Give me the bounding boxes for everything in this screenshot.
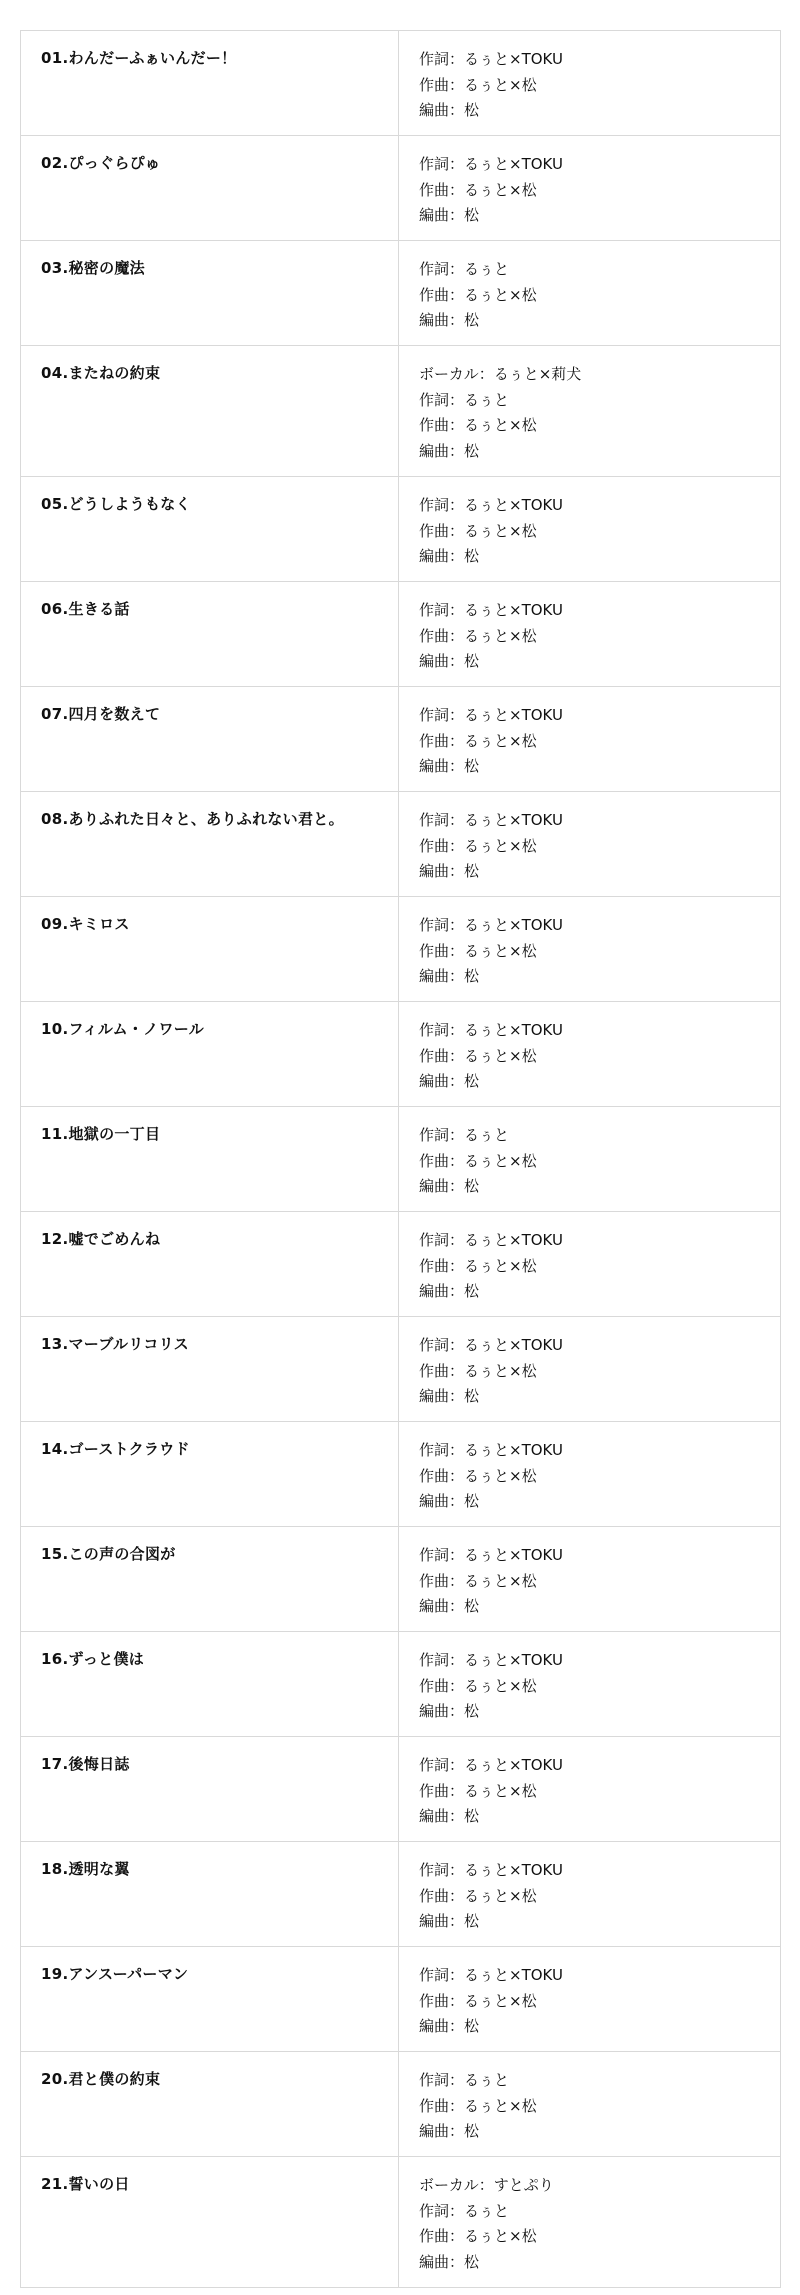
track-title-cell [21, 792, 399, 897]
table-row [21, 792, 781, 897]
credit-line: 作詞：るぅと×TOKU [419, 1021, 563, 1039]
credit-line: 作詞：るぅと×TOKU [419, 50, 563, 68]
track-title-cell [21, 1002, 399, 1107]
credit-line: 作詞：るぅと×TOKU [419, 916, 563, 934]
credit-line: 編曲：松 [419, 2122, 480, 2140]
track-title: 08.ありふれた日々と、ありふれない君と。 [41, 810, 344, 828]
track-credits-cell [399, 1107, 781, 1212]
credit-line: 作詞：るぅと×TOKU [419, 706, 563, 724]
tracklist-body [21, 31, 781, 2288]
credit-line: 作曲：るぅと×松 [419, 2227, 537, 2245]
credit-line: 作曲：るぅと×松 [419, 2096, 537, 2115]
credit-line: 編曲：松 [419, 1387, 480, 1405]
credit-line: 作曲：るぅと×松 [419, 941, 537, 960]
track-credits-cell [399, 582, 781, 687]
credit-line: 編曲：松 [419, 2252, 480, 2271]
track-title-cell [21, 1422, 399, 1527]
credit-line: 作曲：るぅと×松 [419, 521, 537, 540]
table-row [21, 1212, 781, 1317]
table-row [21, 687, 781, 792]
credit-line: 編曲：松 [419, 441, 480, 460]
credit-line: 作曲：るぅと×松 [419, 416, 537, 434]
credit-line: 作曲：るぅと×松 [419, 1781, 537, 1800]
track-title: 21.誓いの日 [41, 2175, 130, 2193]
track-title-cell [21, 2157, 399, 2288]
credit-line: 作詞：るぅと×TOKU [419, 1336, 563, 1354]
track-title-cell [21, 1212, 399, 1317]
table-row [21, 2052, 781, 2157]
table-row [21, 1842, 781, 1947]
track-credits-cell [399, 346, 781, 477]
credit-line: 編曲：松 [419, 1597, 480, 1615]
credit-line: 作詞：るぅと×TOKU [419, 1861, 563, 1879]
track-credits-cell [399, 687, 781, 792]
credit-line: 作曲：るぅと×松 [419, 1466, 537, 1485]
credit-line: 編曲：松 [419, 967, 480, 985]
track-title: 03.秘密の魔法 [41, 259, 145, 277]
credit-line: 作曲：るぅと×松 [419, 75, 537, 94]
track-title: 10.フィルム・ノワール [41, 1020, 205, 1038]
track-title: 18.透明な翼 [41, 1860, 130, 1878]
track-title-cell [21, 136, 399, 241]
track-credits-cell [399, 1632, 781, 1737]
table-row [21, 477, 781, 582]
credit-line: ボーカル：るぅと×莉犬 [419, 365, 582, 383]
credit-line: 編曲：松 [419, 1702, 480, 1720]
table-row [21, 582, 781, 687]
table-row [21, 241, 781, 346]
credit-line: 編曲：松 [419, 1177, 480, 1195]
track-title-cell [21, 1947, 399, 2052]
track-title: 13.マーブルリコリス [41, 1335, 189, 1353]
track-credits-cell [399, 1842, 781, 1947]
credit-line: ボーカル：すとぷり [419, 2176, 554, 2194]
track-title-cell [21, 1737, 399, 1842]
track-credits-cell [399, 1422, 781, 1527]
track-credits-cell [399, 792, 781, 897]
credit-line: 編曲：松 [419, 547, 480, 565]
track-credits-cell [399, 1947, 781, 2052]
track-title-cell [21, 1317, 399, 1422]
track-credits-cell [399, 1527, 781, 1632]
credit-line: 編曲：松 [419, 206, 480, 224]
credit-line: 作曲：るぅと×松 [419, 1256, 537, 1275]
credit-line: 作詞：るぅと×TOKU [419, 1756, 563, 1774]
credit-line: 作曲：るぅと×松 [419, 1991, 537, 2010]
credit-line: 編曲：松 [419, 1807, 480, 1825]
track-title: 16.ずっと僕は [41, 1650, 145, 1668]
table-row [21, 1422, 781, 1527]
track-title: 20.君と僕の約束 [41, 2070, 161, 2088]
table-row [21, 1317, 781, 1422]
credit-line: 作曲：るぅと×松 [419, 731, 537, 750]
track-title-cell [21, 1632, 399, 1737]
credit-line: 作詞：るぅと×TOKU [419, 1546, 563, 1564]
table-row [21, 2157, 781, 2288]
track-credits-cell [399, 1317, 781, 1422]
credit-line: 編曲：松 [419, 1912, 480, 1930]
credit-line: 作詞：るぅと×TOKU [419, 1651, 563, 1669]
credit-line: 編曲：松 [419, 757, 480, 775]
table-row [21, 1527, 781, 1632]
track-title: 15.この声の合図が [41, 1545, 176, 1563]
track-title: 12.嘘でごめんね [41, 1230, 161, 1248]
credit-line: 編曲：松 [419, 1492, 480, 1510]
table-row [21, 897, 781, 1002]
track-credits-cell [399, 1737, 781, 1842]
table-row [21, 1947, 781, 2052]
credit-line: 作詞：るぅと [419, 390, 510, 409]
track-title-cell [21, 241, 399, 346]
table-row [21, 1632, 781, 1737]
track-title: 17.後悔日誌 [41, 1755, 130, 1773]
table-row [21, 1737, 781, 1842]
credit-line: 作詞：るぅと [419, 2201, 510, 2220]
track-title-cell [21, 477, 399, 582]
credit-line: 作詞：るぅと×TOKU [419, 1966, 563, 1984]
track-credits-cell [399, 1002, 781, 1107]
credit-line: 作曲：るぅと×松 [419, 1151, 537, 1170]
credit-line: 編曲：松 [419, 101, 480, 119]
track-title-cell [21, 2052, 399, 2157]
table-row [21, 136, 781, 241]
track-title-cell [21, 31, 399, 136]
credit-line: 作詞：るぅと×TOKU [419, 496, 563, 514]
table-row [21, 346, 781, 477]
track-title: 06.生きる話 [41, 600, 130, 618]
track-credits-cell [399, 31, 781, 136]
credit-line: 作曲：るぅと×松 [419, 285, 537, 304]
track-title-cell [21, 1527, 399, 1632]
track-title: 14.ゴーストクラウド [41, 1440, 190, 1458]
table-row [21, 1002, 781, 1107]
credit-line: 作詞：るぅと [419, 260, 510, 278]
credit-line: 作曲：るぅと×松 [419, 1571, 537, 1590]
track-credits-cell [399, 477, 781, 582]
track-title-cell [21, 346, 399, 477]
track-credits-cell [399, 136, 781, 241]
credit-line: 編曲：松 [419, 311, 480, 329]
track-title-cell [21, 1107, 399, 1212]
track-title: 05.どうしようもなく [41, 495, 191, 513]
track-title-cell [21, 1842, 399, 1947]
track-title: 02.ぴっぐらぴゅ [41, 154, 161, 172]
track-title: 07.四月を数えて [41, 705, 161, 723]
track-credits-cell [399, 2157, 781, 2288]
table-row [21, 31, 781, 136]
track-title-cell [21, 687, 399, 792]
credit-line: 作詞：るぅと [419, 1126, 510, 1144]
track-title-cell [21, 897, 399, 1002]
track-title-cell [21, 582, 399, 687]
credit-line: 作詞：るぅと×TOKU [419, 601, 563, 619]
credit-line: 作詞：るぅと×TOKU [419, 155, 563, 173]
credit-line: 作曲：るぅと×松 [419, 180, 537, 199]
credit-line: 作詞：るぅと×TOKU [419, 1231, 563, 1249]
credit-line: 作詞：るぅと [419, 2071, 510, 2089]
credit-line: 作曲：るぅと×松 [419, 836, 537, 855]
credit-line: 作曲：るぅと×松 [419, 1886, 537, 1905]
track-credits-cell [399, 241, 781, 346]
track-credits-cell [399, 2052, 781, 2157]
credit-line: 編曲：松 [419, 652, 480, 670]
credit-line: 作詞：るぅと×TOKU [419, 1441, 563, 1459]
tracklist-table [20, 30, 781, 2288]
track-title: 19.アンスーパーマン [41, 1965, 189, 1983]
track-title: 04.またねの約束 [41, 364, 161, 382]
credit-line: 作曲：るぅと×松 [419, 1046, 537, 1065]
track-title: 09.キミロス [41, 915, 130, 933]
track-title: 11.地獄の一丁目 [41, 1125, 161, 1143]
credit-line: 作曲：るぅと×松 [419, 1676, 537, 1695]
credit-line: 作詞：るぅと×TOKU [419, 811, 563, 829]
credit-line: 編曲：松 [419, 1282, 480, 1300]
credit-line: 作曲：るぅと×松 [419, 626, 537, 645]
credit-line: 編曲：松 [419, 2017, 480, 2035]
credit-line: 編曲：松 [419, 862, 480, 880]
track-credits-cell [399, 897, 781, 1002]
table-row [21, 1107, 781, 1212]
track-title: 01.わんだーふぁいんだー！ [41, 49, 237, 67]
credit-line: 作曲：るぅと×松 [419, 1361, 537, 1380]
credit-line: 編曲：松 [419, 1072, 480, 1090]
track-credits-cell [399, 1212, 781, 1317]
